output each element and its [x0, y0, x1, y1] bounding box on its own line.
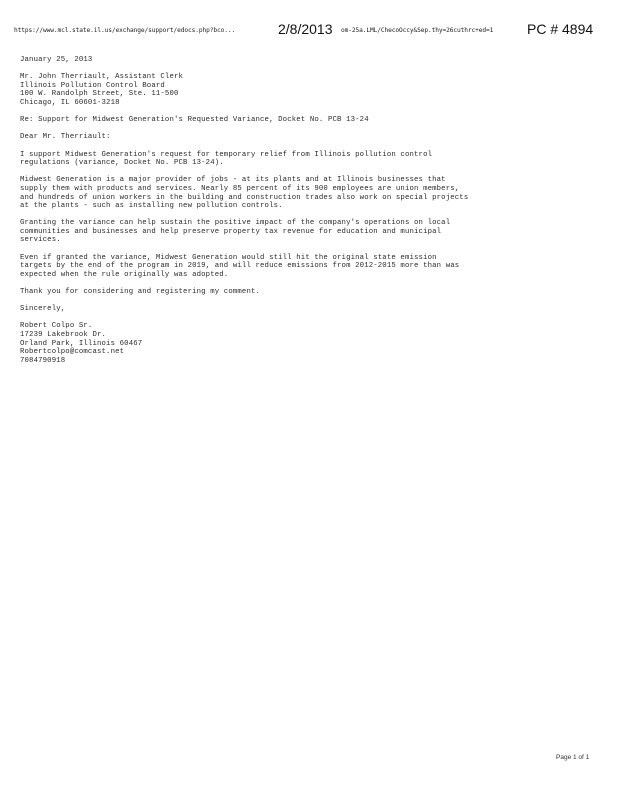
recipient-line: Chicago, IL 60601-3218 — [20, 98, 120, 107]
paragraph-line: supply them with products and services. Nearly 85 percent of its 900 employees are union members, — [20, 184, 460, 193]
paragraph — [20, 219, 590, 245]
paragraph-line: regulations (variance, Docket No. PCB 13-24). — [20, 159, 224, 168]
paragraph-line: targets by the end of the program in 2019, and will reduce emissions from 2012-2015 more than was — [20, 262, 460, 271]
paragraph-line: at the plants - such as installing new pollution controls. — [20, 202, 283, 211]
paragraph — [20, 288, 590, 297]
recipient-line: 100 W. Randolph Street, Ste. 11-500 — [20, 90, 179, 99]
signature-phone: 7084790918 — [20, 356, 66, 365]
recipient-line: Mr. John Therriault, Assistant Clerk — [20, 73, 184, 82]
header-date: 2/8/2013 — [278, 21, 333, 37]
signature-block — [20, 322, 590, 365]
paragraph — [20, 151, 590, 168]
signature-street: 17239 Lakebrook Dr. — [20, 331, 107, 339]
paragraph — [20, 176, 590, 210]
signature-name: Robert Colpo Sr. — [20, 322, 93, 331]
paragraph-line: services. — [20, 236, 61, 245]
paragraph-line: Even if granted the variance, Midwest Generation would still hit the original state emission — [20, 253, 437, 262]
paragraph — [20, 254, 590, 280]
salutation: Dear Mr. Therriault: — [20, 133, 111, 142]
page-number: Page 1 of 1 — [556, 754, 590, 761]
paragraph-line: and hundreds of union workers in the building and construction trades also work on special projects — [20, 193, 469, 202]
paragraph-line: communities and businesses and help preserve property tax revenue for education and municipal — [20, 227, 442, 236]
signature-email: Robertcolpo@comcast.net — [20, 348, 125, 357]
public-comment-number: PC # 4894 — [527, 21, 594, 37]
re-line: Re: Support for Midwest Generation's Requested Variance, Docket No. PCB 13-24 — [20, 116, 369, 125]
letter-date: January 25, 2013 — [20, 56, 93, 64]
paragraph-line: I support Midwest Generation's request for temporary relief from Illinois pollution control — [20, 150, 433, 159]
recipient-line: Illinois Pollution Control Board — [20, 81, 165, 90]
paragraph-line: Thank you for considering and registering my comment. — [20, 288, 261, 297]
paragraph-line: Granting the variance can help sustain the positive impact of the company's operations on local — [20, 219, 451, 228]
paragraph-line: Midwest Generation is a major provider of jobs - at its plants and at Illinois businesses that — [20, 176, 446, 185]
header-url: https://www.mcl.state.il.us/exchange/support/edocs.php?bco... — [14, 27, 236, 34]
paragraph-line: expected when the rule originally was adopted. — [20, 270, 229, 279]
recipient-block — [20, 73, 590, 107]
header-url-tail: om-25a.LML/ChecoOccy&Sep.thy=26cuthrc+ed=1 — [341, 27, 494, 34]
letter-body — [20, 56, 590, 365]
signature-city: Orland Park, Illinois 60467 — [20, 339, 143, 348]
closing: Sincerely, — [20, 305, 66, 314]
